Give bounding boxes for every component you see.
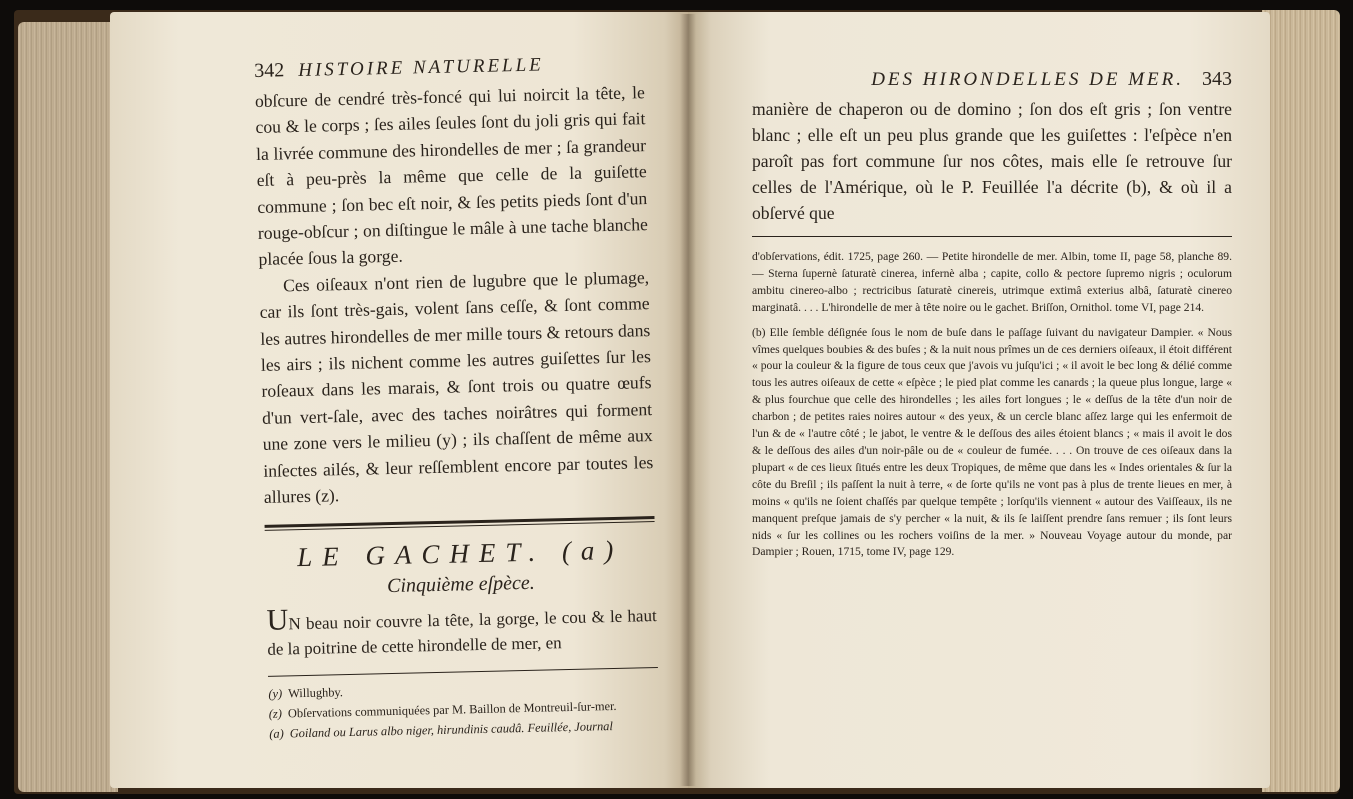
drop-cap: U — [266, 602, 289, 637]
left-page-content — [254, 51, 659, 744]
section-paragraph — [266, 602, 657, 662]
left-page-number: 342 — [254, 59, 285, 82]
right-footnotes — [752, 249, 1232, 561]
footnote-continuation: d'obſervations, édit. 1725, page 260. — Petite hirondelle de mer. Albin, tome II, page 58, planche 89. — Sterna ſupernè ſaturatè cinerea, infernè alba ; capite, collo & pectore ſupremo nigris ; oculorum ambitu cinereo-albo ; rectricibus ſaturatè cinereis, utrimque extimâ exterius albâ, ſaturatè cinereo marginatâ. . . . L'hirondelle de mer à tête noire ou le gachet. Briſſon, Ornithol. tome VI, page 214. — [752, 250, 1232, 314]
right-paragraph: manière de chaperon ou de domino ; ſon dos eſt gris ; ſon ventre blanc ; elle eſt un peu plus grande que les guiſettes : l'eſpèce n'en paroît pas fort commune ſur nos côtes, mais elle ſe retrouve ſur celles de l'Amérique, où le P. Feuillée l'a décrite (b), & où il a obſervé que — [752, 99, 1232, 223]
footnote-b: (b) Elle ſemble déſignée ſous le nom de buſe dans le paſſage ſuivant du navigateur Dampier. « Nous vîmes quelques boubies & des buſes ; & la nuit nous prîmes un de ces derniers oiſeaux, il étoit différent « pour la couleur & la figure de tous ceux que j'avois vu juſqu'ici ; « il avoit le bec long & délié comme tous les autres oiſeaux de cette « eſpèce ; le pied plat comme les canards ; la queue plus longue, large « & plus fourchue que celle des hirondelles ; les ailes fort longues ; le « deſſus de la tête d'un noir de charbon ; de petites raies noires autour « des yeux, & un cercle blanc aſſez large qui les enfermoit de l'un & de « l'autre côté ; le jabot, le ventre & le deſſous des ailes étoient blancs ; « mais il avoit le dos & le deſſous des ailes d'un noir-pâle ou de « couleur de fumée. . . . On trouve de ces oiſeaux dans la plupart « de ces lieux ſitués entre les deux Tropiques, de même que dans les « Indes orientales & ſur la côte du Breſil ; ils paſſent la nuit à terre, « de ſorte qu'ils ne vont pas à plus de trente lieues en mer, à moins « qu'ils ne ſoient chaſſés par quelque tempête ; lorſqu'ils viennent « autour des Vaiſſeaux, ils ne manquent preſque jamais de s'y percher « la nuit, & ils ſe laiſſent prendre ſans remuer ; ils ſont leurs nids « ſur les collines ou les rochers voiſins de la mer. » Nouveau Voyage autour du monde, par Dampier ; Rouen, 1715, tome IV, page 129. — [752, 325, 1232, 559]
page-edges-left — [18, 22, 118, 792]
footnote-y: (y) Willughby. — [268, 684, 344, 701]
section-text: N beau noir couvre la tête, la gorge, le cou & le haut de la poitrine de cette hirondelle de mer, en — [267, 605, 657, 659]
right-running-title: DES HIRONDELLES DE MER. — [871, 69, 1184, 90]
right-page-number: 343 — [1202, 68, 1232, 90]
left-paragraph-2: Ces oiſeaux n'ont rien de lugubre que le plumage, car ils ſont très-gais, volent ſans ceſſe, & ſont comme les autres hirondelles de mer mille tours & retours dans les airs ; ils nichent comme les autres guiſettes ſur les roſeaux dans les marais, & ſont trois ou quatre œufs d'un vert-ſale, avec des taches noirâtres qui forment une zone vers le milieu (y) ; ils chaſſent de même aux inſectes ailés, & leur reſſemblent encore par toutes les allures (z). — [259, 266, 654, 507]
page-edges-right — [1262, 10, 1340, 792]
book-gutter — [680, 14, 696, 786]
right-body-text — [752, 96, 1232, 226]
footnote-z: (z) Obſervations communiquées par M. Baillon de Montreuil-ſur-mer. — [268, 698, 617, 721]
right-footnote-rule — [752, 236, 1232, 237]
footnote-a: (a) Goiland ou Larus albo niger, hirundinis caudâ. Feuillée, Journal — [269, 718, 613, 741]
left-paragraph-1: obſcure de cendré très-foncé qui lui noircit la tête, le cou & le corps ; ſes ailes ſeules ſont du joli gris qui fait la livrée commune des hirondelles de mer ; ſa grandeur eſt à peu-près la même que celle de la guiſette commune ; ſon bec eſt noir, & ſes petits pieds ſont d'un rouge-obſcur ; on diſtingue le mâle à une tache blanche placée ſous la gorge. — [254, 82, 649, 270]
left-body-text — [255, 79, 654, 510]
section-subtitle: Cinquième eſpèce. — [386, 571, 536, 597]
right-running-head — [752, 68, 1232, 96]
left-running-title: HISTOIRE NATURELLE — [298, 54, 545, 81]
footnote-rule — [268, 666, 658, 676]
right-page-content — [752, 68, 1232, 561]
section-title: LE GACHET. (a) — [296, 534, 624, 572]
